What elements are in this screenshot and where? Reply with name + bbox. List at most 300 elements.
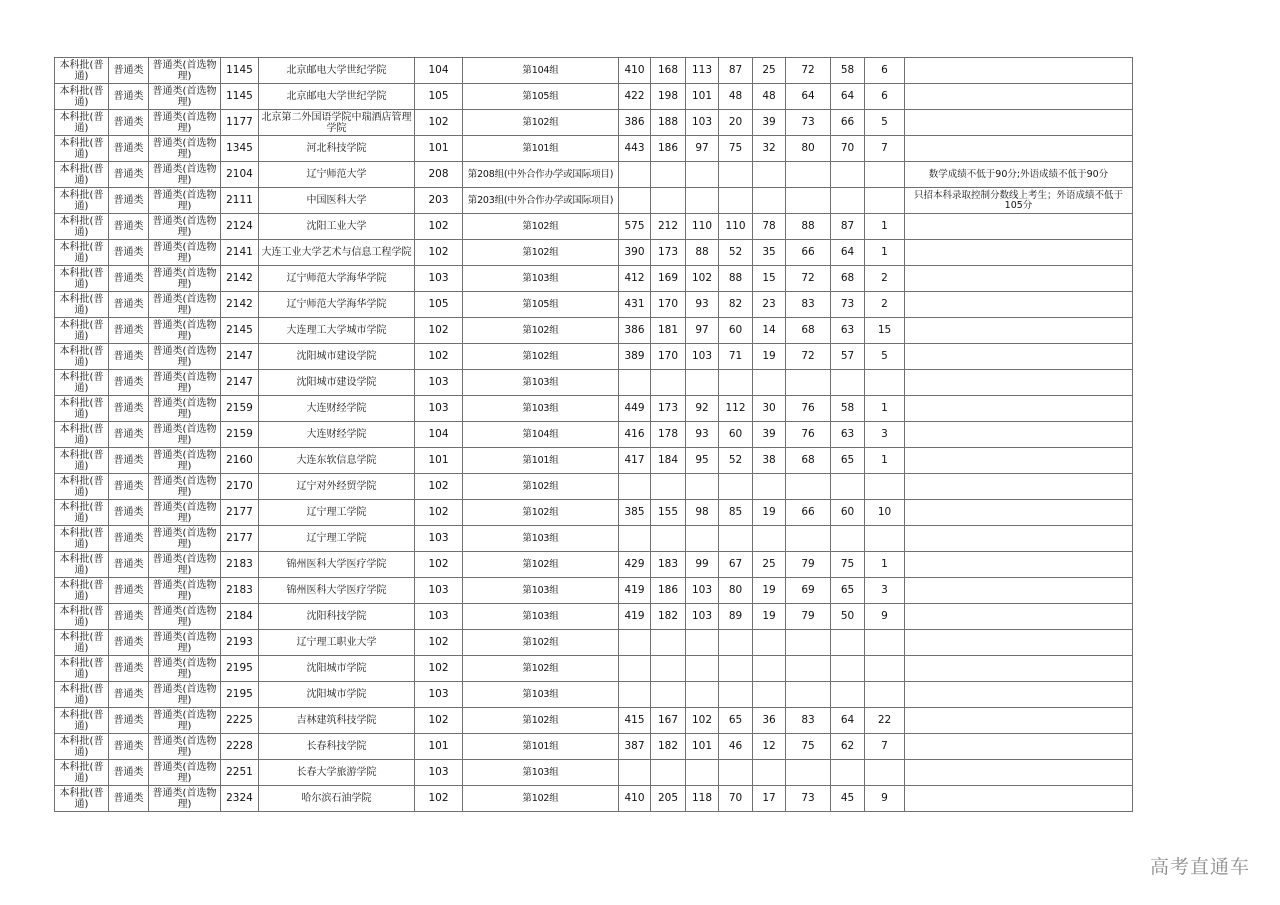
- score-4-cell: [753, 682, 786, 708]
- school-name-cell: 北京第二外国语学院中瑞酒店管理学院: [259, 110, 415, 136]
- subcategory-cell: 普通类(首选物理): [149, 188, 221, 214]
- score-6-cell: 57: [831, 344, 865, 370]
- category-cell: 普通类: [109, 682, 149, 708]
- count-cell: 9: [865, 786, 905, 812]
- school-name-cell: 辽宁理工学院: [259, 500, 415, 526]
- score-5-cell: [786, 526, 831, 552]
- score-3-cell: 52: [719, 448, 753, 474]
- score-6-cell: 60: [831, 500, 865, 526]
- group-name-cell: 第102组: [463, 110, 619, 136]
- group-name-cell: 第103组: [463, 604, 619, 630]
- score-3-cell: 71: [719, 344, 753, 370]
- score-6-cell: 75: [831, 552, 865, 578]
- score-5-cell: [786, 474, 831, 500]
- note-cell: [905, 214, 1133, 240]
- score-5-cell: 64: [786, 84, 831, 110]
- school-code-cell: 2147: [221, 370, 259, 396]
- count-cell: 2: [865, 266, 905, 292]
- score-1-cell: [651, 188, 686, 214]
- score-2-cell: 118: [686, 786, 719, 812]
- school-name-cell: 大连财经学院: [259, 422, 415, 448]
- score-6-cell: [831, 188, 865, 214]
- subcategory-cell: 普通类(首选物理): [149, 552, 221, 578]
- score-5-cell: [786, 656, 831, 682]
- total-score-cell: 390: [619, 240, 651, 266]
- count-cell: 5: [865, 110, 905, 136]
- score-5-cell: 69: [786, 578, 831, 604]
- score-4-cell: 19: [753, 578, 786, 604]
- score-3-cell: 80: [719, 578, 753, 604]
- score-4-cell: 15: [753, 266, 786, 292]
- score-6-cell: 65: [831, 448, 865, 474]
- category-cell: 普通类: [109, 318, 149, 344]
- batch-cell: 本科批(普通): [55, 526, 109, 552]
- score-1-cell: 205: [651, 786, 686, 812]
- score-3-cell: 70: [719, 786, 753, 812]
- table-row: [55, 448, 1133, 474]
- table-row: [55, 318, 1133, 344]
- score-1-cell: 168: [651, 58, 686, 84]
- note-cell: [905, 734, 1133, 760]
- subcategory-cell: 普通类(首选物理): [149, 708, 221, 734]
- group-name-cell: 第102组: [463, 214, 619, 240]
- subcategory-cell: 普通类(首选物理): [149, 344, 221, 370]
- subcategory-cell: 普通类(首选物理): [149, 500, 221, 526]
- score-4-cell: [753, 630, 786, 656]
- group-code-cell: 102: [415, 110, 463, 136]
- count-cell: 10: [865, 500, 905, 526]
- score-3-cell: [719, 682, 753, 708]
- category-cell: 普通类: [109, 240, 149, 266]
- school-code-cell: 2141: [221, 240, 259, 266]
- score-5-cell: 73: [786, 110, 831, 136]
- batch-cell: 本科批(普通): [55, 58, 109, 84]
- school-code-cell: 1345: [221, 136, 259, 162]
- batch-cell: 本科批(普通): [55, 552, 109, 578]
- category-cell: 普通类: [109, 188, 149, 214]
- score-2-cell: 95: [686, 448, 719, 474]
- group-name-cell: 第103组: [463, 370, 619, 396]
- score-6-cell: 87: [831, 214, 865, 240]
- subcategory-cell: 普通类(首选物理): [149, 214, 221, 240]
- school-name-cell: 大连理工大学城市学院: [259, 318, 415, 344]
- school-name-cell: 中国医科大学: [259, 188, 415, 214]
- table-row: [55, 58, 1133, 84]
- group-name-cell: 第104组: [463, 422, 619, 448]
- group-name-cell: 第102组: [463, 474, 619, 500]
- score-5-cell: [786, 162, 831, 188]
- school-code-cell: 2159: [221, 396, 259, 422]
- category-cell: 普通类: [109, 708, 149, 734]
- score-4-cell: [753, 760, 786, 786]
- count-cell: 1: [865, 240, 905, 266]
- score-5-cell: 83: [786, 292, 831, 318]
- table-row: [55, 110, 1133, 136]
- table-row: [55, 422, 1133, 448]
- group-code-cell: 103: [415, 396, 463, 422]
- score-6-cell: [831, 760, 865, 786]
- note-cell: [905, 682, 1133, 708]
- table-row: [55, 136, 1133, 162]
- score-1-cell: 155: [651, 500, 686, 526]
- note-cell: [905, 396, 1133, 422]
- score-2-cell: [686, 162, 719, 188]
- school-code-cell: 2183: [221, 578, 259, 604]
- score-1-cell: 170: [651, 344, 686, 370]
- table-row: [55, 162, 1133, 188]
- score-3-cell: [719, 474, 753, 500]
- score-6-cell: 62: [831, 734, 865, 760]
- score-1-cell: 188: [651, 110, 686, 136]
- school-code-cell: 2195: [221, 656, 259, 682]
- batch-cell: 本科批(普通): [55, 136, 109, 162]
- score-3-cell: 85: [719, 500, 753, 526]
- school-name-cell: 北京邮电大学世纪学院: [259, 58, 415, 84]
- score-2-cell: 103: [686, 604, 719, 630]
- table-row: [55, 500, 1133, 526]
- watermark: 高考直通车: [1149, 856, 1250, 878]
- group-name-cell: 第102组: [463, 786, 619, 812]
- batch-cell: 本科批(普通): [55, 578, 109, 604]
- total-score-cell: 419: [619, 604, 651, 630]
- score-1-cell: [651, 526, 686, 552]
- category-cell: 普通类: [109, 630, 149, 656]
- score-4-cell: [753, 526, 786, 552]
- score-2-cell: [686, 656, 719, 682]
- school-code-cell: 2251: [221, 760, 259, 786]
- group-code-cell: 102: [415, 318, 463, 344]
- score-3-cell: 67: [719, 552, 753, 578]
- count-cell: [865, 656, 905, 682]
- total-score-cell: [619, 474, 651, 500]
- score-1-cell: 184: [651, 448, 686, 474]
- table-row: [55, 604, 1133, 630]
- school-name-cell: 辽宁理工职业大学: [259, 630, 415, 656]
- category-cell: 普通类: [109, 214, 149, 240]
- score-2-cell: [686, 188, 719, 214]
- count-cell: [865, 682, 905, 708]
- table-row: [55, 396, 1133, 422]
- score-3-cell: 46: [719, 734, 753, 760]
- total-score-cell: 449: [619, 396, 651, 422]
- note-cell: [905, 760, 1133, 786]
- school-name-cell: 沈阳科技学院: [259, 604, 415, 630]
- note-cell: [905, 448, 1133, 474]
- score-5-cell: 80: [786, 136, 831, 162]
- note-cell: [905, 656, 1133, 682]
- note-cell: [905, 500, 1133, 526]
- note-cell: [905, 552, 1133, 578]
- batch-cell: 本科批(普通): [55, 760, 109, 786]
- table-row: [55, 656, 1133, 682]
- total-score-cell: [619, 188, 651, 214]
- score-4-cell: [753, 162, 786, 188]
- score-4-cell: 78: [753, 214, 786, 240]
- total-score-cell: 412: [619, 266, 651, 292]
- score-3-cell: 75: [719, 136, 753, 162]
- group-name-cell: 第102组: [463, 344, 619, 370]
- group-name-cell: 第105组: [463, 292, 619, 318]
- note-cell: [905, 786, 1133, 812]
- group-name-cell: 第101组: [463, 136, 619, 162]
- table-row: [55, 682, 1133, 708]
- count-cell: [865, 526, 905, 552]
- score-4-cell: 19: [753, 604, 786, 630]
- batch-cell: 本科批(普通): [55, 708, 109, 734]
- subcategory-cell: 普通类(首选物理): [149, 760, 221, 786]
- table-row: [55, 344, 1133, 370]
- table-row: [55, 474, 1133, 500]
- group-code-cell: 102: [415, 240, 463, 266]
- school-name-cell: 沈阳工业大学: [259, 214, 415, 240]
- note-cell: 只招本科录取控制分数线上考生；外语成绩不低于105分: [905, 188, 1133, 214]
- score-2-cell: 92: [686, 396, 719, 422]
- note-cell: [905, 58, 1133, 84]
- score-4-cell: 25: [753, 58, 786, 84]
- school-code-cell: 2159: [221, 422, 259, 448]
- score-1-cell: 183: [651, 552, 686, 578]
- table-row: [55, 708, 1133, 734]
- category-cell: 普通类: [109, 760, 149, 786]
- score-3-cell: 60: [719, 318, 753, 344]
- total-score-cell: [619, 682, 651, 708]
- score-3-cell: 89: [719, 604, 753, 630]
- score-2-cell: 88: [686, 240, 719, 266]
- score-2-cell: 93: [686, 292, 719, 318]
- table-row: [55, 786, 1133, 812]
- score-1-cell: [651, 474, 686, 500]
- note-cell: [905, 422, 1133, 448]
- note-cell: [905, 708, 1133, 734]
- score-4-cell: 32: [753, 136, 786, 162]
- score-2-cell: [686, 526, 719, 552]
- score-2-cell: 103: [686, 578, 719, 604]
- count-cell: [865, 370, 905, 396]
- score-3-cell: 65: [719, 708, 753, 734]
- score-2-cell: [686, 682, 719, 708]
- group-name-cell: 第103组: [463, 760, 619, 786]
- admissions-table: [54, 57, 1133, 812]
- batch-cell: 本科批(普通): [55, 370, 109, 396]
- subcategory-cell: 普通类(首选物理): [149, 396, 221, 422]
- group-code-cell: 102: [415, 344, 463, 370]
- count-cell: 9: [865, 604, 905, 630]
- table-row: [55, 292, 1133, 318]
- school-code-cell: 2145: [221, 318, 259, 344]
- school-code-cell: 1145: [221, 84, 259, 110]
- total-score-cell: 429: [619, 552, 651, 578]
- score-2-cell: 102: [686, 266, 719, 292]
- group-code-cell: 208: [415, 162, 463, 188]
- group-name-cell: 第103组: [463, 266, 619, 292]
- score-5-cell: [786, 370, 831, 396]
- score-5-cell: 68: [786, 448, 831, 474]
- table-row: [55, 370, 1133, 396]
- group-code-cell: 102: [415, 708, 463, 734]
- score-6-cell: [831, 474, 865, 500]
- count-cell: 1: [865, 552, 905, 578]
- school-name-cell: 北京邮电大学世纪学院: [259, 84, 415, 110]
- batch-cell: 本科批(普通): [55, 396, 109, 422]
- school-code-cell: 2193: [221, 630, 259, 656]
- score-1-cell: [651, 682, 686, 708]
- score-1-cell: 167: [651, 708, 686, 734]
- total-score-cell: 416: [619, 422, 651, 448]
- score-5-cell: 72: [786, 58, 831, 84]
- score-3-cell: 112: [719, 396, 753, 422]
- score-2-cell: [686, 760, 719, 786]
- category-cell: 普通类: [109, 58, 149, 84]
- score-1-cell: 182: [651, 734, 686, 760]
- group-name-cell: 第105组: [463, 84, 619, 110]
- group-name-cell: 第208组(中外合作办学或国际项目): [463, 162, 619, 188]
- score-3-cell: [719, 760, 753, 786]
- score-1-cell: [651, 630, 686, 656]
- group-code-cell: 103: [415, 578, 463, 604]
- batch-cell: 本科批(普通): [55, 214, 109, 240]
- note-cell: [905, 110, 1133, 136]
- score-5-cell: [786, 630, 831, 656]
- count-cell: 5: [865, 344, 905, 370]
- count-cell: 15: [865, 318, 905, 344]
- score-1-cell: 186: [651, 578, 686, 604]
- group-name-cell: 第103组: [463, 682, 619, 708]
- score-3-cell: [719, 188, 753, 214]
- category-cell: 普通类: [109, 526, 149, 552]
- count-cell: [865, 188, 905, 214]
- category-cell: 普通类: [109, 734, 149, 760]
- school-code-cell: 2147: [221, 344, 259, 370]
- score-2-cell: [686, 474, 719, 500]
- table-row: [55, 552, 1133, 578]
- score-4-cell: [753, 370, 786, 396]
- score-6-cell: 63: [831, 318, 865, 344]
- group-code-cell: 102: [415, 500, 463, 526]
- total-score-cell: 422: [619, 84, 651, 110]
- group-code-cell: 103: [415, 760, 463, 786]
- group-name-cell: 第103组: [463, 578, 619, 604]
- subcategory-cell: 普通类(首选物理): [149, 240, 221, 266]
- school-code-cell: 2170: [221, 474, 259, 500]
- score-6-cell: 65: [831, 578, 865, 604]
- group-name-cell: 第102组: [463, 318, 619, 344]
- category-cell: 普通类: [109, 786, 149, 812]
- count-cell: [865, 760, 905, 786]
- count-cell: [865, 474, 905, 500]
- table-row: [55, 84, 1133, 110]
- group-code-cell: 104: [415, 58, 463, 84]
- group-code-cell: 102: [415, 214, 463, 240]
- school-code-cell: 2111: [221, 188, 259, 214]
- school-name-cell: 辽宁师范大学海华学院: [259, 292, 415, 318]
- subcategory-cell: 普通类(首选物理): [149, 578, 221, 604]
- school-code-cell: 2104: [221, 162, 259, 188]
- score-4-cell: 19: [753, 500, 786, 526]
- score-6-cell: [831, 526, 865, 552]
- score-4-cell: 39: [753, 422, 786, 448]
- score-4-cell: 23: [753, 292, 786, 318]
- school-code-cell: 1177: [221, 110, 259, 136]
- score-1-cell: [651, 760, 686, 786]
- group-code-cell: 101: [415, 136, 463, 162]
- score-6-cell: 58: [831, 58, 865, 84]
- school-code-cell: 2177: [221, 526, 259, 552]
- score-4-cell: [753, 188, 786, 214]
- category-cell: 普通类: [109, 448, 149, 474]
- note-cell: 数学成绩不低于90分;外语成绩不低于90分: [905, 162, 1133, 188]
- score-6-cell: [831, 630, 865, 656]
- group-code-cell: 103: [415, 526, 463, 552]
- category-cell: 普通类: [109, 292, 149, 318]
- school-name-cell: 大连工业大学艺术与信息工程学院: [259, 240, 415, 266]
- group-name-cell: 第104组: [463, 58, 619, 84]
- score-2-cell: 93: [686, 422, 719, 448]
- note-cell: [905, 474, 1133, 500]
- score-3-cell: [719, 630, 753, 656]
- score-2-cell: 97: [686, 136, 719, 162]
- category-cell: 普通类: [109, 396, 149, 422]
- category-cell: 普通类: [109, 344, 149, 370]
- score-3-cell: [719, 656, 753, 682]
- total-score-cell: 417: [619, 448, 651, 474]
- school-name-cell: 锦州医科大学医疗学院: [259, 578, 415, 604]
- group-name-cell: 第102组: [463, 708, 619, 734]
- score-1-cell: 178: [651, 422, 686, 448]
- count-cell: 2: [865, 292, 905, 318]
- score-2-cell: 103: [686, 110, 719, 136]
- group-name-cell: 第103组: [463, 526, 619, 552]
- count-cell: 7: [865, 136, 905, 162]
- group-code-cell: 102: [415, 552, 463, 578]
- group-name-cell: 第102组: [463, 240, 619, 266]
- score-5-cell: [786, 188, 831, 214]
- school-name-cell: 长春科技学院: [259, 734, 415, 760]
- subcategory-cell: 普通类(首选物理): [149, 656, 221, 682]
- score-2-cell: 103: [686, 344, 719, 370]
- group-code-cell: 102: [415, 474, 463, 500]
- score-5-cell: [786, 682, 831, 708]
- total-score-cell: 410: [619, 786, 651, 812]
- note-cell: [905, 84, 1133, 110]
- score-1-cell: [651, 162, 686, 188]
- score-2-cell: 101: [686, 84, 719, 110]
- score-5-cell: 79: [786, 604, 831, 630]
- subcategory-cell: 普通类(首选物理): [149, 84, 221, 110]
- group-code-cell: 102: [415, 656, 463, 682]
- group-code-cell: 104: [415, 422, 463, 448]
- subcategory-cell: 普通类(首选物理): [149, 448, 221, 474]
- batch-cell: 本科批(普通): [55, 110, 109, 136]
- group-code-cell: 101: [415, 734, 463, 760]
- score-6-cell: 63: [831, 422, 865, 448]
- category-cell: 普通类: [109, 266, 149, 292]
- batch-cell: 本科批(普通): [55, 162, 109, 188]
- subcategory-cell: 普通类(首选物理): [149, 162, 221, 188]
- score-4-cell: [753, 474, 786, 500]
- score-1-cell: 169: [651, 266, 686, 292]
- table-row: [55, 266, 1133, 292]
- subcategory-cell: 普通类(首选物理): [149, 370, 221, 396]
- school-name-cell: 辽宁师范大学: [259, 162, 415, 188]
- score-5-cell: 88: [786, 214, 831, 240]
- score-2-cell: 102: [686, 708, 719, 734]
- total-score-cell: 575: [619, 214, 651, 240]
- category-cell: 普通类: [109, 474, 149, 500]
- score-4-cell: 17: [753, 786, 786, 812]
- subcategory-cell: 普通类(首选物理): [149, 136, 221, 162]
- group-name-cell: 第102组: [463, 552, 619, 578]
- school-name-cell: 沈阳城市建设学院: [259, 370, 415, 396]
